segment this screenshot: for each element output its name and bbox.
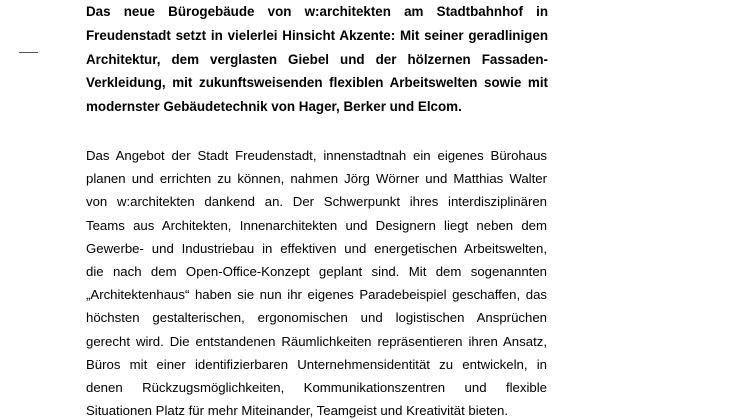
lead-paragraph: [86, 0, 548, 119]
lead-line: Architektur, dem verglasten Giebel und der hölzernen Fassaden-: [86, 51, 548, 67]
body-line: Das Angebot der Stadt Freudenstadt, innenstadtnah ein eigenes Bürohaus: [86, 148, 547, 163]
body-line: Gewerbe- und Industriebau in effektiven und energetischen Arbeitswelten,: [86, 240, 547, 256]
body-line: die nach dem Open-Office-Konzept geplant sind. Mit dem sogenannten: [86, 264, 547, 280]
body-line: gerecht wird. Die entstandenen Räumlichkeiten repräsentieren ihren Ansatz,: [86, 333, 547, 349]
body-line: planen und errichten zu können, nahmen Jörg Wörner und Matthias Walter: [86, 171, 547, 187]
lead-line: modernster Gebäudetechnik von Hager, Berker und Elcom.: [86, 99, 462, 115]
body-line: denen Rückzugsmöglichkeiten, Kommunikationszentren und flexible: [86, 380, 547, 396]
body-line: Büros mit einer identifizierbaren Unternehmensidentität zu entwickeln, in: [86, 356, 547, 372]
body-line: „Architektenhaus“ haben sie nun ihr eigenes Paradebeispiel geschaffen, das: [86, 287, 547, 303]
margin-marker-line: [19, 52, 38, 53]
lead-line: Freudenstadt setzt in vielerlei Hinsicht Akzente: Mit seiner geradlinigen: [86, 27, 548, 43]
body-line: Teams aus Architekten, Innenarchitekten und Designern liegt neben dem: [86, 217, 547, 233]
body-line: höchsten gestalterischen, ergonomischen und logistischen Ansprüchen: [86, 310, 547, 326]
lead-line: Das neue Bürogebäude von w:architekten am Stadtbahnhof in: [86, 4, 548, 19]
body-paragraph: [86, 144, 547, 419]
body-line: Situationen Platz für mehr Miteinander, Teamgeist und Kreativität bieten.: [86, 403, 508, 419]
lead-line: Verkleidung, mit zukunftsweisenden flexiblen Arbeitswelten sowie mit: [86, 75, 548, 91]
body-line: von w:architekten dankend an. Der Schwerpunkt ihres interdisziplinären: [86, 194, 547, 210]
